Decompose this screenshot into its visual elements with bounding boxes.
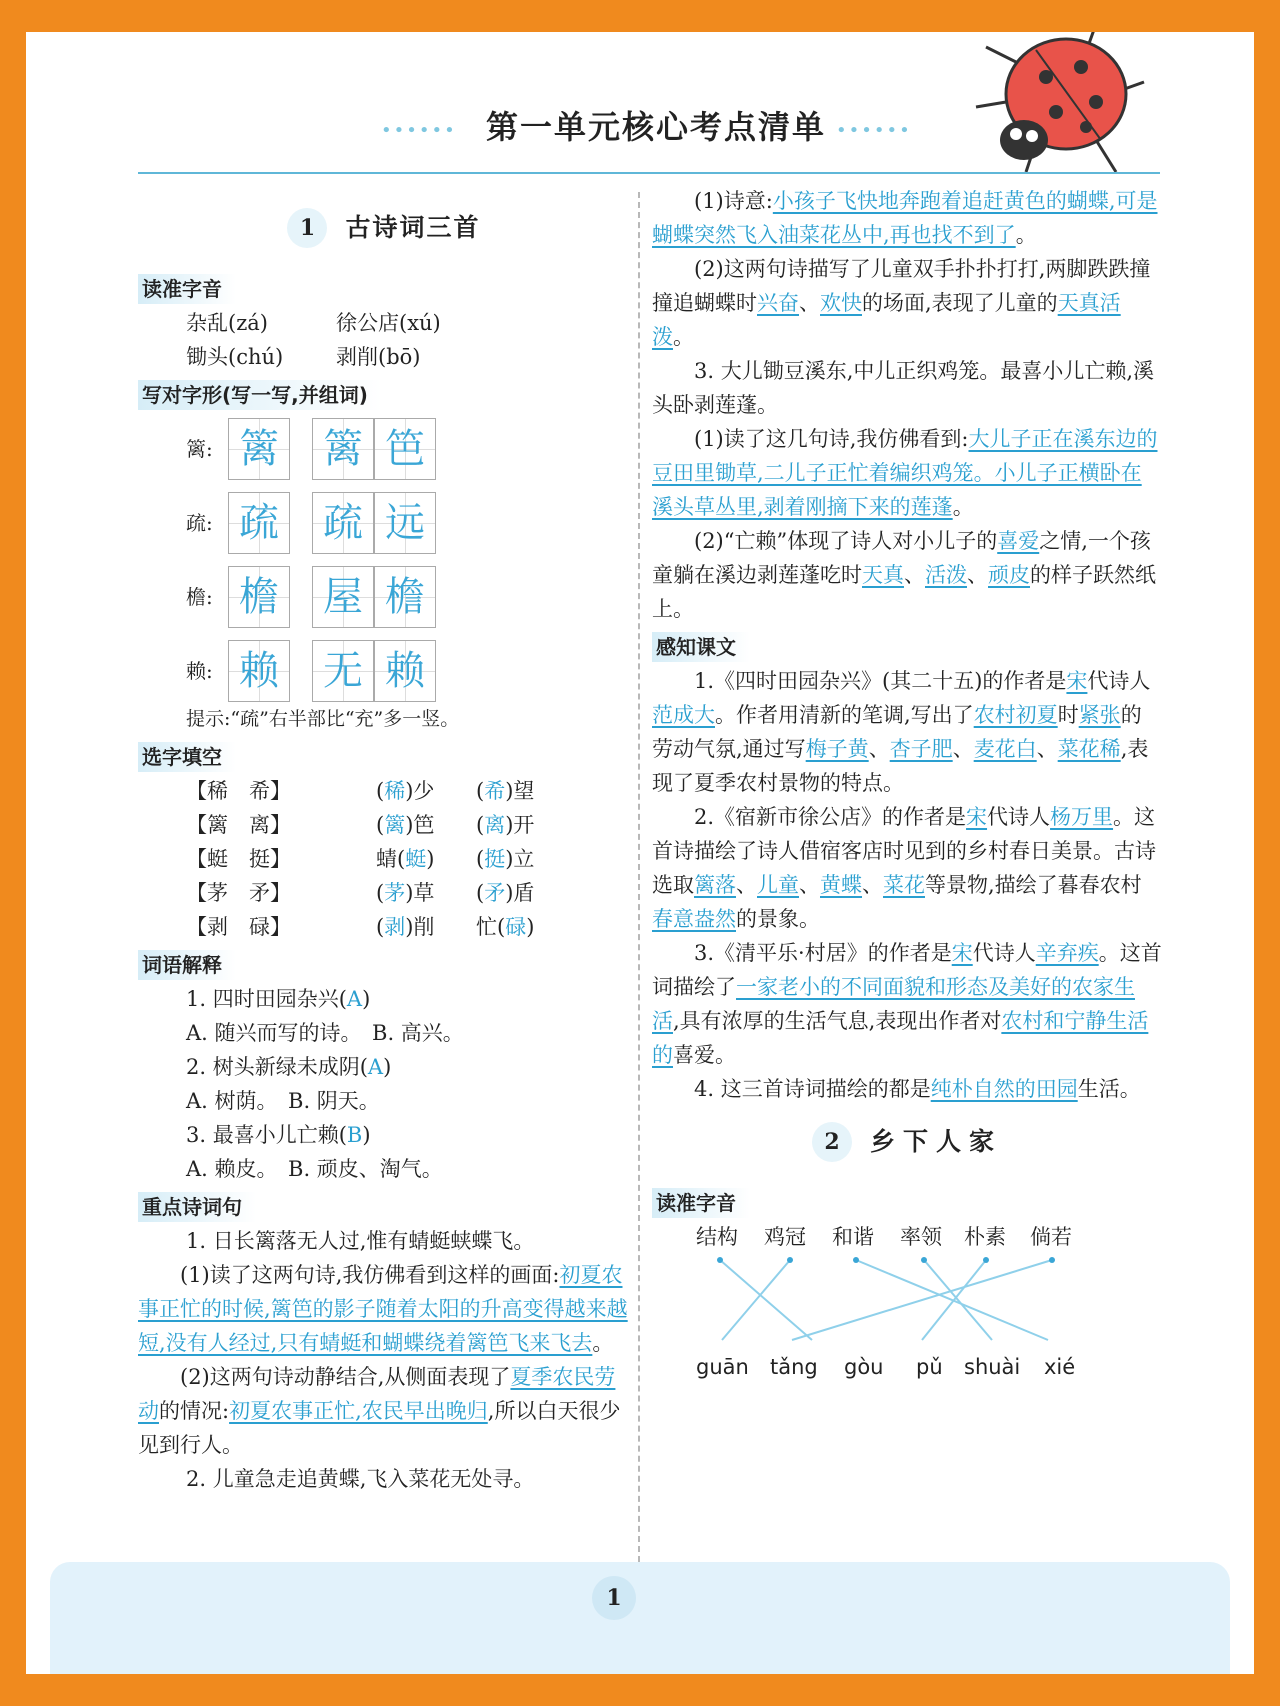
character-grid xyxy=(138,412,630,702)
writing-box: 赖 xyxy=(228,640,290,702)
answer-paragraph: (1)诗意:小孩子飞快地奔跑着追赶黄色的蝴蝶,可是蝴蝶突然飞入油菜花丛中,再也找不到了。 xyxy=(652,189,1158,247)
lesson-1-heading xyxy=(138,200,630,256)
character-label: 篱: xyxy=(186,437,213,461)
character-row xyxy=(186,418,436,480)
question: 2. 树头新绿未成阴(A) xyxy=(186,1055,392,1079)
matching-exercise xyxy=(652,1220,1162,1390)
text-paragraph: 2.《宿新市徐公店》的作者是宋代诗人杨万里。这首诗描绘了诗人借宿客店时见到的乡村春日美景。古诗选取篱落、儿童、黄蝶、菜花等景物,描绘了暮春农村春意盎然的景象。 xyxy=(652,805,1156,931)
page-number: 1 xyxy=(592,1576,636,1620)
writing-box: 疏 xyxy=(312,492,374,554)
fill-row: 【剥 碌】 (剥)削 忙(碌) xyxy=(186,915,535,939)
fill-row: 【蜓 挺】 蜻(蜓) (挺)立 xyxy=(186,847,535,871)
poem-line: 1. 日长篱落无人过,惟有蜻蜓蛱蝶飞。 xyxy=(186,1229,535,1253)
match-pinyin: gòu xyxy=(844,1355,884,1379)
options: A. 随兴而写的诗。 B. 高兴。 xyxy=(186,1021,464,1045)
fill-row: 【茅 矛】 (茅)草 (矛)盾 xyxy=(186,881,535,905)
match-word: 倘若 xyxy=(1030,1225,1072,1249)
pronunciation-row xyxy=(138,340,630,374)
options: A. 赖皮。 B. 顽皮、淘气。 xyxy=(186,1157,443,1181)
page-header xyxy=(26,102,1254,162)
writing-box: 疏 xyxy=(228,492,290,554)
poem-line: 3. 大儿锄豆溪东,中儿正织鸡笼。最喜小儿亡赖,溪头卧剥莲蓬。 xyxy=(652,359,1155,417)
lesson-number: 1 xyxy=(287,208,327,248)
section-label: 读准字音 xyxy=(138,274,236,304)
character-label: 疏: xyxy=(186,511,213,535)
character-label: 赖: xyxy=(186,659,213,683)
pronunciation-item: 剥削(bō) xyxy=(336,345,421,369)
character-row xyxy=(186,492,436,554)
writing-box: 无 xyxy=(312,640,374,702)
section-label: 写对字形(写一写,并组词) xyxy=(138,380,382,410)
fill-row: 【稀 希】 (稀)少 (希)望 xyxy=(186,779,535,803)
text-paragraph: 1.《四时田园杂兴》(其二十五)的作者是宋代诗人范成大。作者用清新的笔调,写出了农村初夏时紧张的劳动气氛,通过写梅子黄、杏子肥、麦花白、菜花稀,表现了夏季农村景物的特点。 xyxy=(652,669,1151,795)
writing-box: 檐 xyxy=(228,566,290,628)
character-label: 檐: xyxy=(186,585,213,609)
lesson-title: 乡下人家 xyxy=(869,1127,1002,1156)
writing-box: 篱 xyxy=(312,418,374,480)
options: A. 树荫。 B. 阴天。 xyxy=(186,1089,380,1113)
worksheet-page xyxy=(26,32,1254,1674)
page-title: 第一单元核心考点清单 xyxy=(485,108,826,146)
tip-text: 提示:“疏”右半部比“充”多一竖。 xyxy=(186,708,460,730)
page-footer xyxy=(50,1562,1230,1674)
character-row xyxy=(186,640,436,702)
pronunciation-item: 徐公店(xú) xyxy=(336,311,441,335)
text-paragraph: 3.《清平乐·村居》的作者是宋代诗人辛弃疾。这首词描绘了一家老小的不同面貌和形态及美好的农家生活,具有浓厚的生活气息,表现出作者对农村和宁静生活的喜爱。 xyxy=(652,941,1162,1067)
match-word: 结构 xyxy=(696,1225,738,1249)
pronunciation-item: 锄头(chú) xyxy=(186,345,284,369)
question: 3. 最喜小儿亡赖(B) xyxy=(186,1123,371,1147)
match-word: 率领 xyxy=(900,1225,942,1249)
writing-box: 篱 xyxy=(228,418,290,480)
question: 1. 四时田园杂兴(A) xyxy=(186,987,371,1011)
column-divider xyxy=(638,192,640,1562)
lesson-title: 古诗词三首 xyxy=(345,213,481,242)
answer-paragraph: (2)“亡赖”体现了诗人对小儿子的喜爱之情,一个孩童躺在溪边剥莲蓬吃时天真、活泼、顽皮的样子跃然纸上。 xyxy=(652,529,1156,621)
section-label: 读准字音 xyxy=(652,1188,750,1218)
match-word: 和谐 xyxy=(832,1225,874,1249)
match-pinyin: xié xyxy=(1044,1355,1076,1379)
match-pinyin: tǎng xyxy=(770,1355,818,1379)
decor-dots-right: •••••• xyxy=(836,120,912,141)
poem-line: 2. 儿童急走追黄蝶,飞入菜花无处寻。 xyxy=(186,1467,535,1491)
section-label: 重点诗词句 xyxy=(138,1192,256,1222)
fill-row: 【篱 离】 (篱)笆 (离)开 xyxy=(186,813,535,837)
text-paragraph: 4. 这三首诗词描绘的都是纯朴自然的田园生活。 xyxy=(694,1077,1141,1101)
section-label: 词语解释 xyxy=(138,950,236,980)
writing-box: 檐 xyxy=(374,566,436,628)
pronunciation-row xyxy=(138,306,630,340)
match-word: 鸡冠 xyxy=(764,1225,806,1249)
answer-paragraph: (2)这两句诗描写了儿童双手扑扑打打,两脚跌跌撞撞追蝴蝶时兴奋、欢快的场面,表现了儿童的天真活泼。 xyxy=(652,257,1151,349)
header-rule xyxy=(138,172,1160,174)
lesson-number: 2 xyxy=(812,1122,852,1162)
writing-box: 屋 xyxy=(312,566,374,628)
section-label: 感知课文 xyxy=(652,632,750,662)
lesson-2-heading xyxy=(652,1114,1162,1170)
answer-paragraph: (1)读了这几句诗,我仿佛看到:大儿子正在溪东边的豆田里锄草,二儿子正忙着编织鸡笼。小儿子正横卧在溪头草丛里,剥着刚摘下来的莲蓬。 xyxy=(652,427,1158,519)
pronunciation-item: 杂乱(zá) xyxy=(186,311,268,335)
writing-box: 远 xyxy=(374,492,436,554)
match-pinyin: shuài xyxy=(964,1355,1021,1379)
match-pinyin: pǔ xyxy=(916,1355,943,1379)
left-column xyxy=(138,192,630,1496)
answer-paragraph: (2)这两句诗动静结合,从侧面表现了夏季农民劳动的情况:初夏农事正忙,农民早出晚归,所以白天很少见到行人。 xyxy=(138,1365,621,1457)
writing-box: 赖 xyxy=(374,640,436,702)
right-column xyxy=(652,184,1162,1390)
section-label: 选字填空 xyxy=(138,742,236,772)
match-pinyin: guān xyxy=(696,1355,749,1379)
matching-lines xyxy=(652,1256,1162,1346)
writing-box: 笆 xyxy=(374,418,436,480)
match-word: 朴素 xyxy=(964,1225,1006,1249)
decor-dots-left: •••••• xyxy=(381,120,457,141)
character-row xyxy=(186,566,436,628)
answer-paragraph: (1)读了这两句诗,我仿佛看到这样的画面:初夏农事正忙的时候,篱笆的影子随着太阳的升高变得越来越短,没有人经过,只有蜻蜓和蝴蝶绕着篱笆飞来飞去。 xyxy=(138,1263,628,1355)
